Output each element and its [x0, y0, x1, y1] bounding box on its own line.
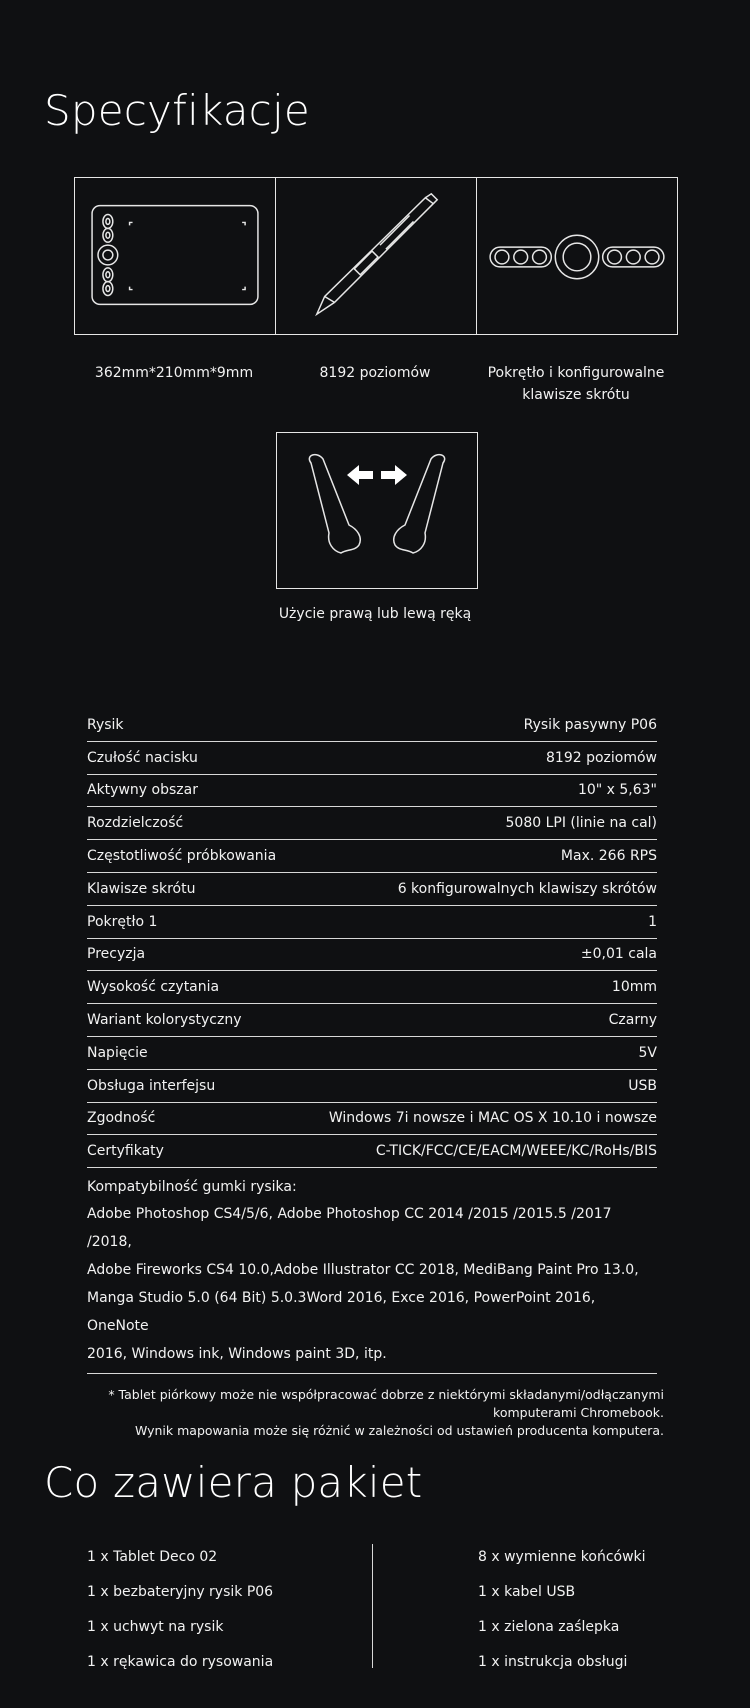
- footnote-line: Wynik mapowania może się różnić w zależności od ustawień producenta komputera.: [134, 1423, 664, 1439]
- compat-line: Adobe Photoshop CS4/5/6, Adobe Photoshop CC 2014 /2015 /2015.5 /2017 /2018,: [87, 1206, 612, 1251]
- spec-label: Obsługa interfejsu: [87, 1077, 216, 1094]
- caption-pressure-levels: 8192 poziomów: [319, 365, 431, 381]
- compat-line: Manga Studio 5.0 (64 Bit) 5.0.3Word 2016, Exce 2016, PowerPoint 2016, OneNote: [87, 1290, 596, 1335]
- spec-value: Max. 266 RPS: [560, 848, 657, 865]
- spec-row: [87, 1135, 657, 1168]
- spec-row: [87, 1070, 657, 1103]
- spec-value: 8192 poziomów: [546, 749, 657, 766]
- package-item: 1 x instrukcja obsługi: [478, 1654, 628, 1670]
- feature-icons-row: [74, 177, 678, 335]
- compat-line: 2016, Windows ink, Windows paint 3D, itp.: [87, 1346, 387, 1363]
- package-list-left: [87, 1540, 273, 1680]
- spec-label: Certyfikaty: [87, 1143, 164, 1160]
- compat-title: Kompatybilność gumki rysika:: [87, 1179, 297, 1196]
- spec-table: [87, 709, 664, 1440]
- spec-label: Czułość nacisku: [87, 749, 198, 766]
- spec-row: [87, 709, 657, 742]
- spec-label: Rysik: [87, 716, 124, 733]
- tablet-icon: [75, 178, 275, 334]
- spec-row: [87, 906, 657, 939]
- spec-label: Precyzja: [87, 946, 146, 963]
- spec-value: Windows 7i nowsze i MAC OS X 10.10 i nowsze: [328, 1110, 657, 1127]
- spec-value: 6 konfigurowalnych klawiszy skrótów: [397, 880, 657, 897]
- package-divider: [372, 1544, 373, 1668]
- caption-size: 362mm*210mm*9mm: [94, 365, 254, 381]
- spec-value: USB: [628, 1077, 657, 1094]
- spec-value: Rysik pasywny P06: [523, 716, 657, 733]
- compat-line: Adobe Fireworks CS4 10.0,Adobe Illustrator CC 2018, MediBang Paint Pro 13.0,: [87, 1262, 639, 1279]
- spec-row: [87, 1037, 657, 1070]
- spec-row: [87, 742, 657, 775]
- spec-label: Wariant kolorystyczny: [87, 1012, 242, 1029]
- spec-label: Pokrętło 1: [87, 913, 158, 930]
- eraser-compatibility: [87, 1168, 657, 1374]
- caption-handedness: Użycie prawą lub lewą ręką: [278, 606, 472, 622]
- package-section-title: Co zawiera pakiet: [44, 1458, 423, 1507]
- spec-label: Rozdzielczość: [87, 815, 184, 832]
- package-item: 1 x zielona zaślepka: [478, 1619, 620, 1635]
- dial-keys-icon: [476, 178, 677, 334]
- package-item: 1 x bezbateryjny rysik P06: [87, 1584, 274, 1600]
- pen-icon: [275, 178, 476, 334]
- spec-label: Napięcie: [87, 1044, 148, 1061]
- package-list-right: [478, 1540, 646, 1680]
- package-item: 1 x uchwyt na rysik: [87, 1619, 224, 1635]
- spec-value: 5080 LPI (linie na cal): [505, 815, 657, 832]
- spec-value: ±0,01 cala: [580, 946, 657, 963]
- spec-value: 10" x 5,63": [577, 782, 657, 799]
- spec-label: Zgodność: [87, 1110, 156, 1127]
- spec-row: [87, 971, 657, 1004]
- spec-row: [87, 1103, 657, 1136]
- spec-row: [87, 939, 657, 972]
- caption-shortcut-keys: Pokrętło i konfigurowalne klawisze skrótu: [487, 365, 665, 403]
- spec-label: Wysokość czytania: [87, 979, 220, 996]
- footnote-line: * Tablet piórkowy może nie współpracować dobrze z niektórymi składanymi/odłączanymi: [108, 1387, 664, 1403]
- spec-value: 5V: [638, 1044, 657, 1061]
- footnote-line: komputerami Chromebook.: [493, 1405, 664, 1421]
- package-item: 1 x Tablet Deco 02: [87, 1549, 218, 1565]
- package-item: 1 x kabel USB: [478, 1584, 576, 1600]
- spec-row: [87, 1004, 657, 1037]
- spec-label: Częstotliwość próbkowania: [87, 848, 277, 865]
- footnote: [87, 1386, 664, 1440]
- spec-value: C-TICK/FCC/CE/EACM/WEEE/KC/RoHs/BIS: [375, 1143, 657, 1160]
- left-right-hand-icon: [276, 432, 478, 589]
- package-item: 8 x wymienne końcówki: [478, 1549, 646, 1565]
- spec-row: [87, 840, 657, 873]
- spec-value: Czarny: [608, 1012, 657, 1029]
- spec-row: [87, 873, 657, 906]
- spec-value: 1: [648, 913, 657, 930]
- spec-row: [87, 807, 657, 840]
- spec-label: Aktywny obszar: [87, 782, 198, 799]
- spec-section-title: Specyfikacje: [44, 86, 310, 135]
- spec-value: 10mm: [611, 979, 657, 996]
- spec-row: [87, 775, 657, 808]
- spec-label: Klawisze skrótu: [87, 880, 196, 897]
- package-item: 1 x rękawica do rysowania: [87, 1654, 274, 1670]
